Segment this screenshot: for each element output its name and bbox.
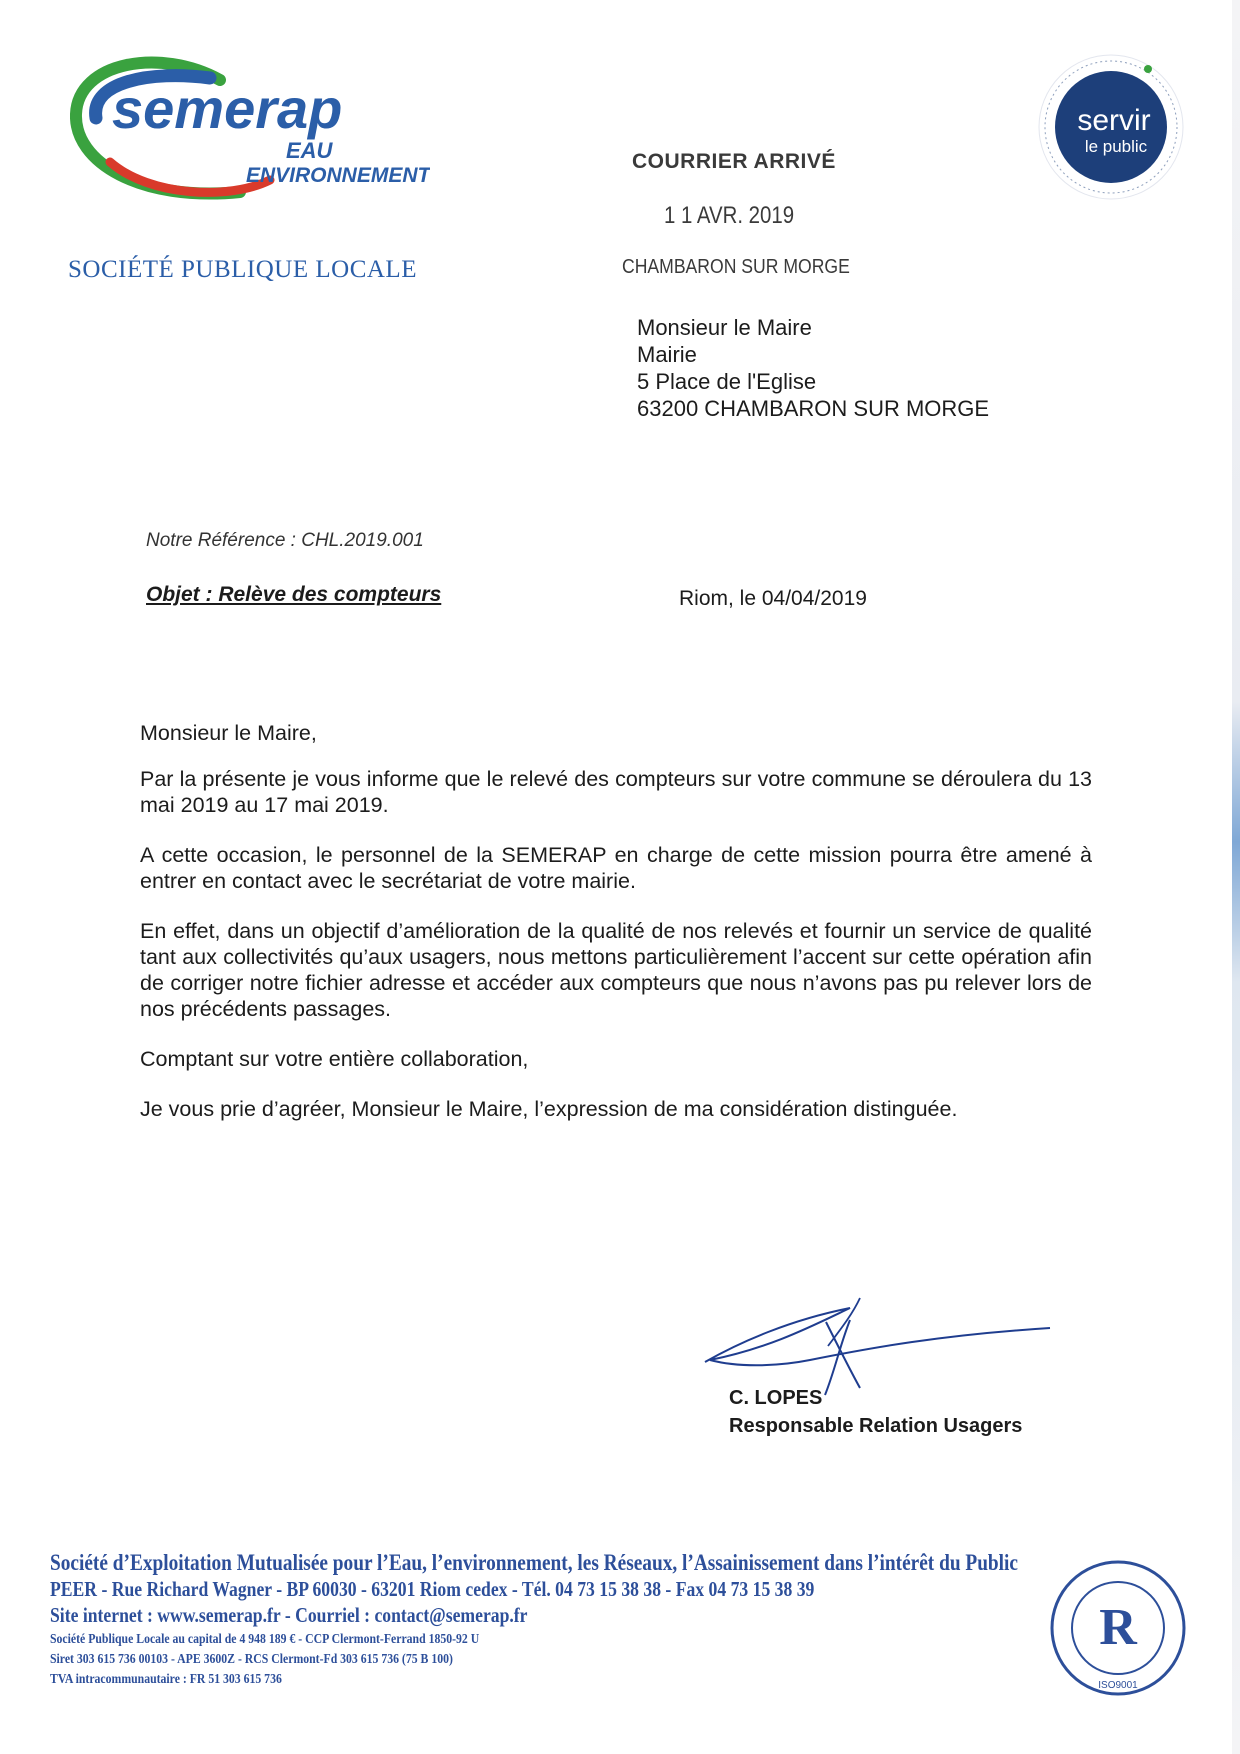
handwritten-signature — [700, 1290, 1060, 1400]
recipient-address — [637, 314, 989, 422]
svg-text:servir: servir — [1077, 104, 1151, 137]
lloyds-register-seal-icon — [1048, 1558, 1188, 1698]
footer-siret: Siret 303 615 736 00103 - APE 3600Z - RCS Clermont-Fd 303 615 736 (75 B 100) — [50, 1652, 453, 1667]
footer — [50, 1550, 1018, 1688]
semerap-logo — [70, 52, 430, 212]
svg-text:ISO9001: ISO9001 — [1098, 1680, 1138, 1691]
body-paragraph: Comptant sur votre entière collaboration, — [140, 1047, 529, 1071]
servir-le-public-badge-icon — [1036, 52, 1186, 202]
stamp-town: CHAMBARON SUR MORGE — [622, 256, 850, 278]
svg-text:ENVIRONNEMENT: ENVIRONNEMENT — [246, 164, 430, 187]
place-date: Riom, le 04/04/2019 — [679, 587, 867, 610]
footer-capital: Société Publique Locale au capital de 4 948 189 € - CCP Clermont-Ferrand 1850-92 U — [50, 1632, 480, 1647]
footer-company-full-name: Société d’Exploitation Mutualisée pour l’Eau, l’environnement, les Réseaux, l’Assainissement dans l’intérêt du Public — [50, 1550, 1018, 1575]
reference: Notre Référence : CHL.2019.001 — [146, 530, 424, 551]
recipient-city: 63200 CHAMBARON SUR MORGE — [637, 396, 990, 421]
recipient-org: Mairie — [637, 342, 697, 367]
scan-edge-artifact — [1232, 0, 1240, 1754]
letter-body — [140, 720, 1092, 1146]
svg-text:semerap: semerap — [112, 77, 343, 140]
body-paragraph: Par la présente je vous informe que le relevé des compteurs sur votre commune se déroulera du 13 mai 2019 au 17 mai 2019. — [140, 767, 1092, 817]
signer-name: C. LOPES — [729, 1387, 823, 1409]
signer-title: Responsable Relation Usagers — [729, 1415, 1023, 1437]
body-paragraph: A cette occasion, le personnel de la SEMERAP en charge de cette mission pourra être amené à entrer en contact avec le secrétariat de votre mairie. — [140, 843, 1092, 893]
stamp-date: 1 1 AVR. 2019 — [664, 202, 795, 229]
recipient-street: 5 Place de l'Eglise — [637, 369, 817, 394]
footer-tva: TVA intracommunautaire : FR 51 303 615 736 — [50, 1672, 282, 1687]
footer-web-contact: Site internet : www.semerap.fr - Courriel : contact@semerap.fr — [50, 1603, 528, 1627]
body-paragraph: En effet, dans un objectif d’amélioration de la qualité de nos relevés et fournir un service de qualité tant aux collectivités qu’aux usagers, nous mettons particulièrement l’accent sur cette opération afin de corriger notre fichier adresse et accéder aux compteurs que nous n’avons pas pu relever lors de nos précédents passages. — [140, 919, 1092, 1021]
stamp-title: COURRIER ARRIVÉ — [632, 150, 836, 173]
subject-line: Objet : Relève des compteurs — [146, 583, 442, 606]
footer-address: PEER - Rue Richard Wagner - BP 60030 - 63201 Riom cedex - Tél. 04 73 15 38 38 - Fax 04 73 15 38 39 — [50, 1577, 815, 1601]
recipient-name: Monsieur le Maire — [637, 315, 812, 340]
svg-text:EAU: EAU — [286, 138, 333, 163]
salutation: Monsieur le Maire, — [140, 721, 317, 745]
svg-text:le public: le public — [1084, 137, 1148, 156]
closing: Je vous prie d’agréer, Monsieur le Maire, l’expression de ma considération distinguée. — [140, 1097, 958, 1121]
company-type: SOCIÉTÉ PUBLIQUE LOCALE — [68, 256, 417, 283]
svg-text:R: R — [1099, 1599, 1137, 1656]
